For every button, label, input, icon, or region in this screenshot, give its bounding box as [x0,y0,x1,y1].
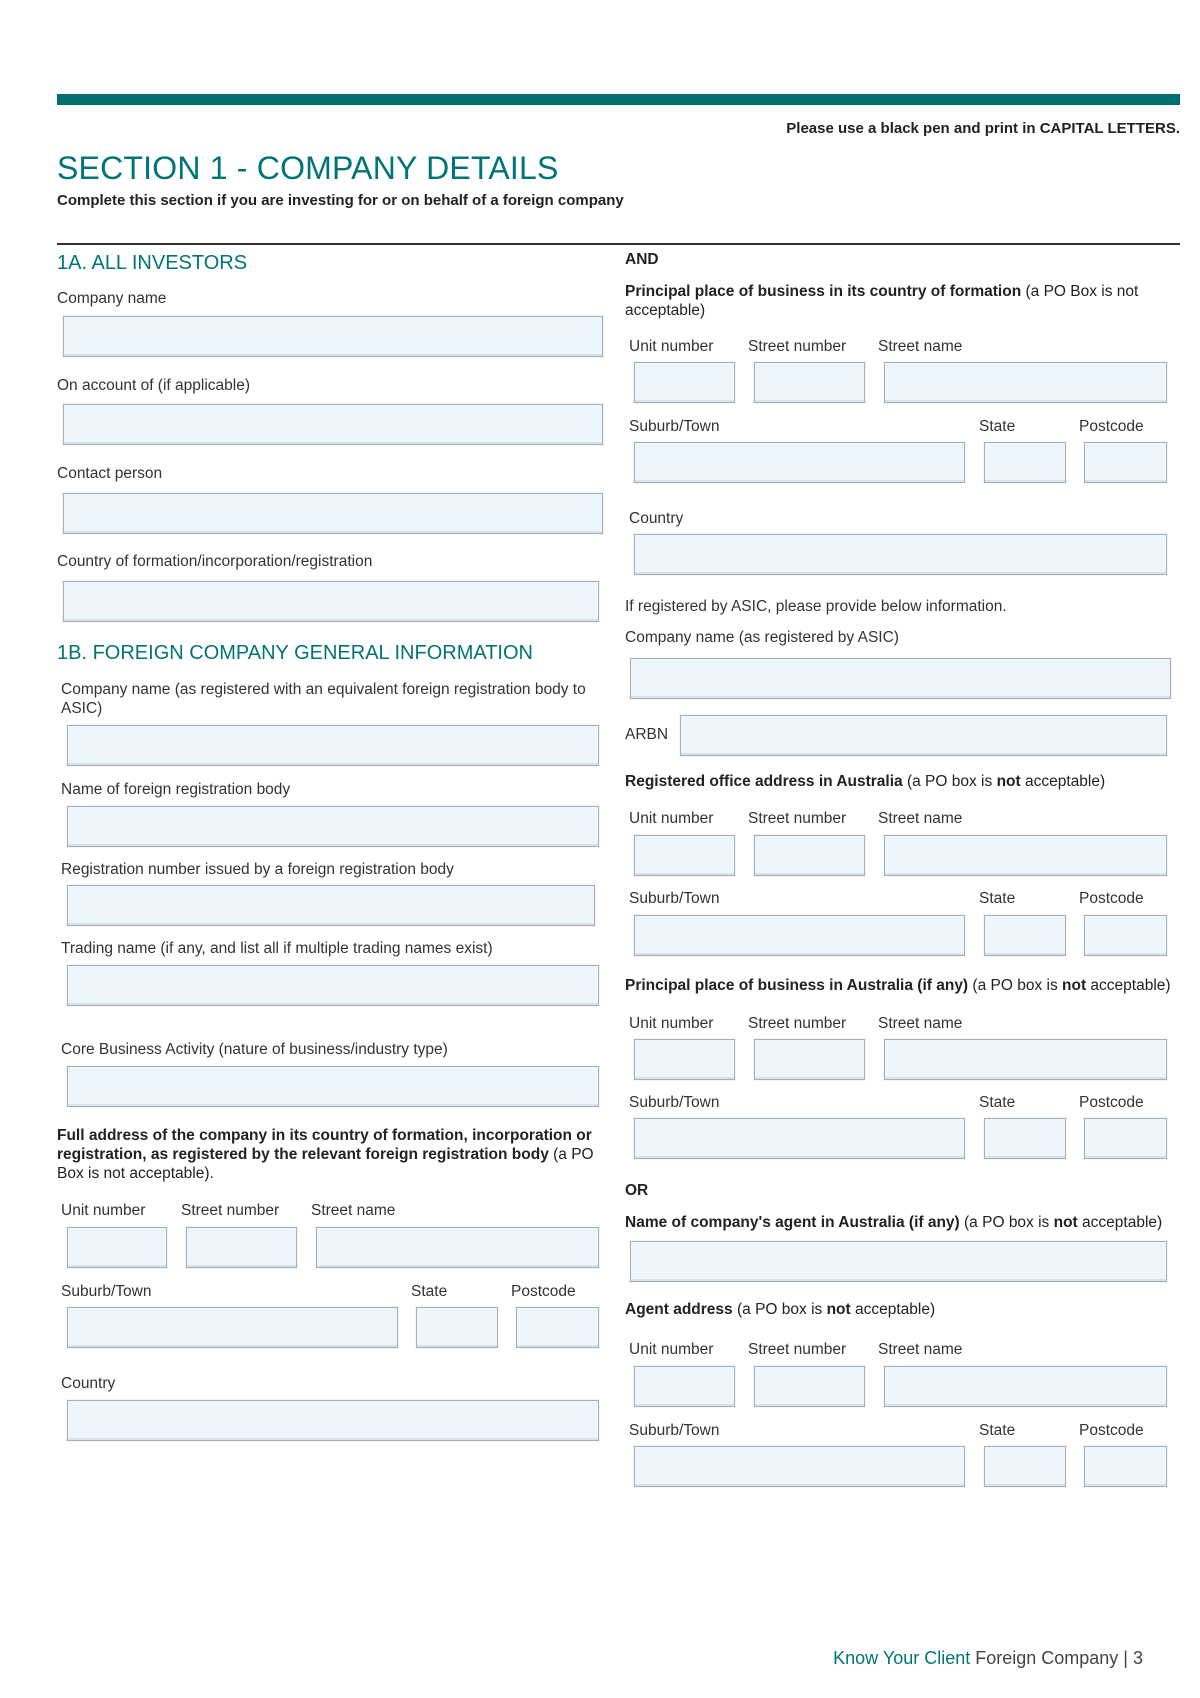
footer-page: Foreign Company | 3 [970,1648,1143,1668]
contact-person-field[interactable] [63,493,603,534]
label-suburb-town: Suburb/Town [629,1094,720,1111]
label-unit-number: Unit number [629,1015,714,1032]
label-street-number: Street number [748,1341,847,1358]
label-suburb-town: Suburb/Town [61,1283,152,1300]
street-number-field[interactable] [186,1227,297,1268]
label-company-name-equiv: Company name (as registered with an equivalent foreign registration body to ASIC) [61,681,586,717]
country-field[interactable] [634,534,1167,575]
suburb-town-field[interactable] [67,1307,398,1348]
label-or: OR [625,1182,649,1199]
street-number-field[interactable] [754,362,865,403]
label-unit-number: Unit number [61,1202,146,1219]
postcode-field[interactable] [1084,915,1167,956]
state-field[interactable] [984,1118,1066,1159]
street-number-field[interactable] [754,835,865,876]
label-state: State [411,1283,448,1300]
state-field[interactable] [984,915,1066,956]
suburb-town-field[interactable] [634,1446,965,1487]
agent-name-field[interactable] [630,1241,1167,1282]
label-postcode: Postcode [1079,1422,1144,1439]
asic-note: If registered by ASIC, please provide below information. [625,598,1007,615]
company-name-field[interactable] [63,316,603,357]
label-principal-australia: Principal place of business in Australia (if any) (a PO box is not acceptable) [625,977,1171,994]
street-name-field[interactable] [316,1227,599,1268]
page-footer [833,1648,1143,1669]
label-postcode: Postcode [1079,890,1144,907]
unit-number-field[interactable] [634,1366,735,1407]
street-name-field[interactable] [884,1039,1167,1080]
label-foreign-body-name: Name of foreign registration body [61,781,291,798]
suburb-town-field[interactable] [634,1118,965,1159]
label-street-number: Street number [181,1202,280,1219]
label-principal-formation: Principal place of business in its country of formation (a PO Box is not acceptable) [625,283,1139,319]
label-company-name: Company name [57,290,167,307]
label-state: State [979,890,1016,907]
label-country: Country [61,1375,116,1392]
label-street-name: Street name [311,1202,396,1219]
street-name-field[interactable] [884,362,1167,403]
postcode-field[interactable] [516,1307,599,1348]
label-state: State [979,1422,1016,1439]
label-country-formation: Country of formation/incorporation/registration [57,553,373,570]
unit-number-field[interactable] [634,1039,735,1080]
label-full-address: Full address of the company in its country of formation, incorporation or registration, as registered by the relevant foreign registration body (a PO Box is not acceptable). [57,1127,594,1182]
company-name-equiv-field[interactable] [67,725,599,766]
label-registration-number: Registration number issued by a foreign registration body [61,861,454,878]
unit-number-field[interactable] [634,362,735,403]
postcode-field[interactable] [1084,1446,1167,1487]
heading-1a: 1A. ALL INVESTORS [57,252,248,274]
label-postcode: Postcode [511,1283,576,1300]
state-field[interactable] [984,1446,1066,1487]
section-title: SECTION 1 - COMPANY DETAILS [57,150,559,186]
on-account-of-field[interactable] [63,404,603,445]
label-agent-name: Name of company's agent in Australia (if any) (a PO box is not acceptable) [625,1214,1163,1231]
foreign-body-name-field[interactable] [67,806,599,847]
postcode-field[interactable] [1084,442,1167,483]
registration-number-field[interactable] [67,885,595,926]
label-street-name: Street name [878,1341,963,1358]
unit-number-field[interactable] [67,1227,167,1268]
label-postcode: Postcode [1079,1094,1144,1111]
state-field[interactable] [416,1307,498,1348]
suburb-town-field[interactable] [634,442,965,483]
label-on-account-of: On account of (if applicable) [57,377,250,394]
label-arbn: ARBN [625,726,669,743]
state-field[interactable] [984,442,1066,483]
label-registered-office: Registered office address in Australia (a PO box is not acceptable) [625,773,1106,790]
country-field[interactable] [67,1400,599,1441]
label-street-number: Street number [748,810,847,827]
label-state: State [979,1094,1016,1111]
street-name-field[interactable] [884,1366,1167,1407]
asic-company-name-field[interactable] [630,658,1171,699]
label-asic-company-name: Company name (as registered by ASIC) [625,629,899,646]
label-street-number: Street number [748,338,847,355]
pen-notice: Please use a black pen and print in CAPITAL LETTERS. [786,120,1180,137]
label-agent-address: Agent address (a PO box is not acceptable) [625,1301,936,1318]
label-street-name: Street name [878,338,963,355]
label-country: Country [629,510,684,527]
street-name-field[interactable] [884,835,1167,876]
trading-name-field[interactable] [67,965,599,1006]
label-trading-name: Trading name (if any, and list all if multiple trading names exist) [61,940,493,957]
country-formation-field[interactable] [63,581,599,622]
label-state: State [979,418,1016,435]
label-postcode: Postcode [1079,418,1144,435]
label-street-name: Street name [878,810,963,827]
heading-1b: 1B. FOREIGN COMPANY GENERAL INFORMATION [57,642,533,664]
label-unit-number: Unit number [629,1341,714,1358]
arbn-field[interactable] [680,715,1167,756]
label-core-business: Core Business Activity (nature of business/industry type) [61,1041,448,1058]
label-street-name: Street name [878,1015,963,1032]
core-business-field[interactable] [67,1066,599,1107]
section-subtitle: Complete this section if you are investing for or on behalf of a foreign company [57,192,624,209]
unit-number-field[interactable] [634,835,735,876]
postcode-field[interactable] [1084,1118,1167,1159]
street-number-field[interactable] [754,1366,865,1407]
label-unit-number: Unit number [629,338,714,355]
section-divider [57,243,1180,245]
label-suburb-town: Suburb/Town [629,1422,720,1439]
label-suburb-town: Suburb/Town [629,418,720,435]
label-suburb-town: Suburb/Town [629,890,720,907]
label-contact-person: Contact person [57,465,163,482]
label-and: AND [625,251,659,268]
footer-title: Know Your Client [833,1648,971,1668]
suburb-town-field[interactable] [634,915,965,956]
label-unit-number: Unit number [629,810,714,827]
street-number-field[interactable] [754,1039,865,1080]
header-bar [57,94,1180,105]
label-street-number: Street number [748,1015,847,1032]
